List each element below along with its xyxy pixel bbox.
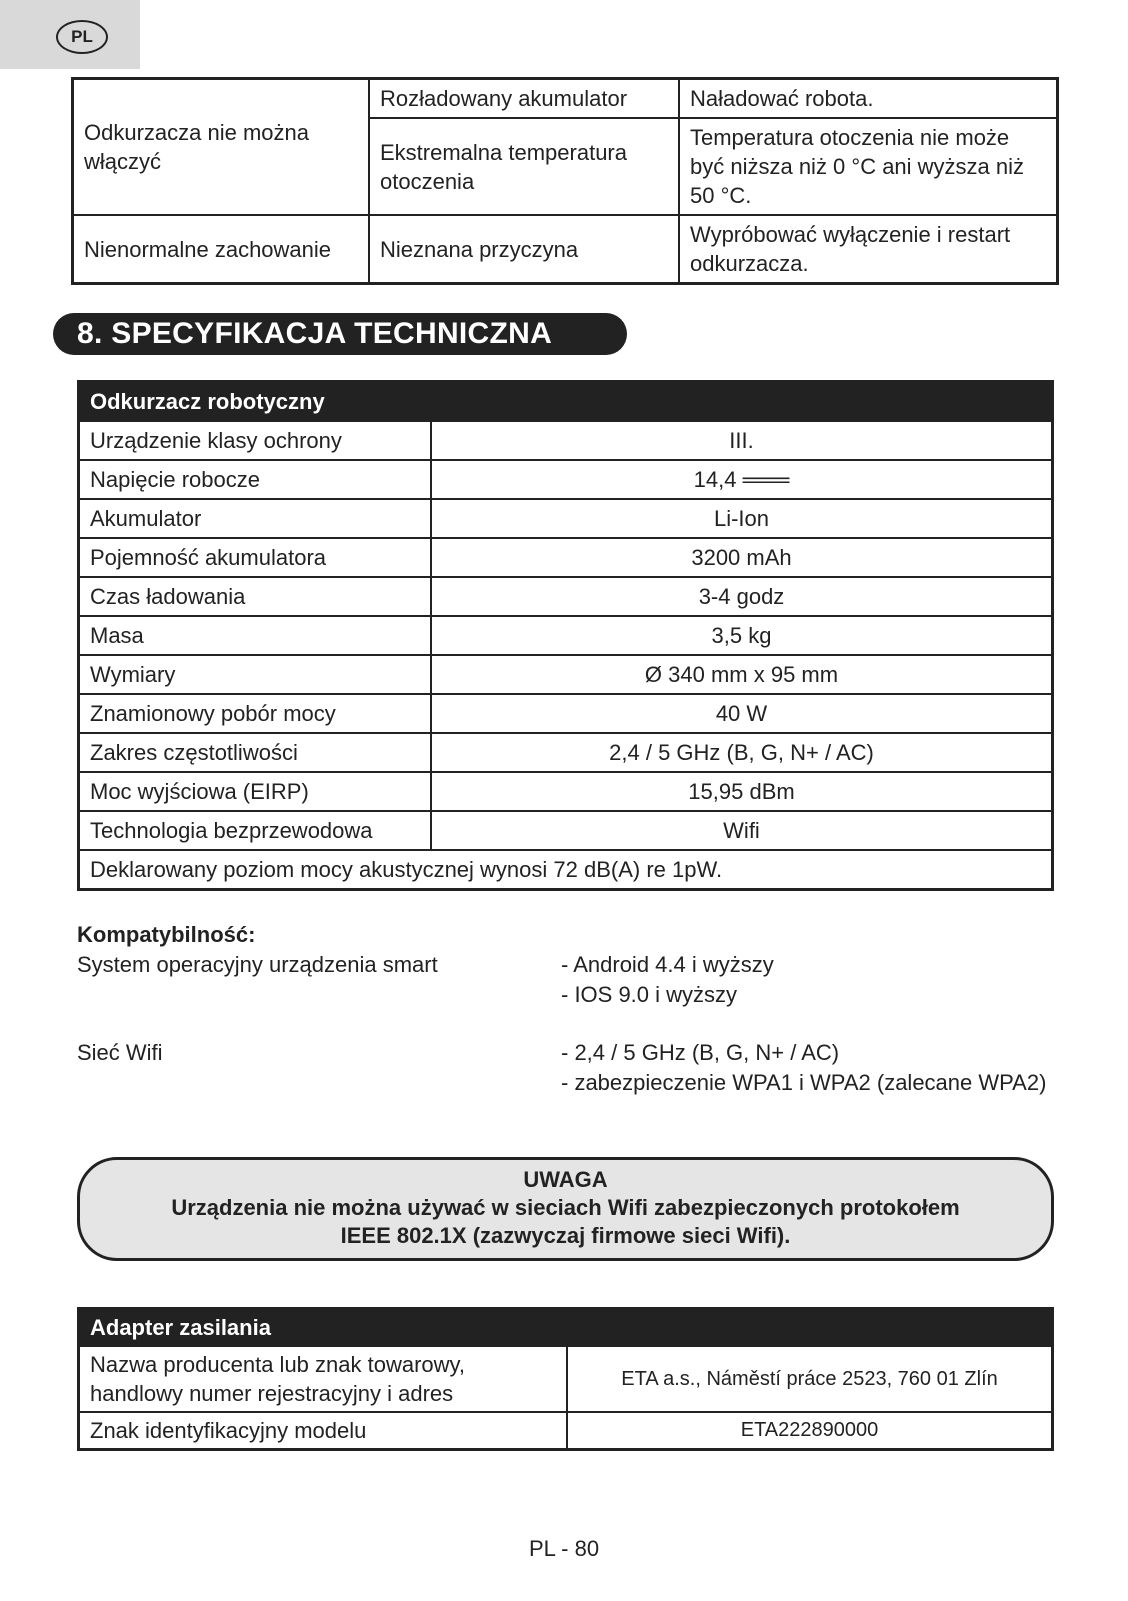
compatibility-title: Kompatybilność:: [77, 922, 256, 947]
spec-label: Czas ładowania: [79, 577, 432, 616]
spec-table: [77, 380, 1054, 891]
table-row: [79, 577, 1053, 616]
cause-cell: Nieznana przyczyna: [369, 215, 679, 284]
page-number: PL - 80: [528, 1536, 600, 1561]
table-row: [79, 460, 1053, 499]
spec-value: Wifi: [431, 811, 1053, 850]
compatibility-os: [77, 950, 1057, 1010]
compatibility-os-label: System operacyjny urządzenia smart: [77, 952, 438, 977]
adapter-value: ETA a.s., Náměstí práce 2523, 760 01 Zlín: [567, 1346, 1053, 1412]
cause-cell: Ekstremalna temperatura otoczenia: [369, 118, 679, 215]
language-badge: PL: [56, 20, 108, 54]
table-row: [79, 538, 1053, 577]
adapter-label: Znak identyfikacyjny modelu: [79, 1412, 568, 1450]
spec-label: Technologia bezprzewodowa: [79, 811, 432, 850]
spec-table-header: [79, 382, 1053, 422]
spec-value: Li-Ion: [431, 499, 1053, 538]
solution-cell: Temperatura otoczenia nie może być niższa niż 0 °C ani wyższa niż 50 °C.: [679, 118, 1058, 215]
list-item: - Android 4.4 i wyższy: [561, 952, 774, 977]
troubleshooting-table: [71, 77, 1059, 285]
warning-box: [77, 1157, 1054, 1261]
adapter-value: ETA222890000: [567, 1412, 1053, 1450]
spec-value: 2,4 / 5 GHz (B, G, N+ / AC): [431, 733, 1053, 772]
spec-label: Napięcie robocze: [79, 460, 432, 499]
spec-label: Masa: [79, 616, 432, 655]
language-tab: [0, 0, 140, 69]
spec-value: III.: [431, 421, 1053, 460]
spec-value: Ø 340 mm x 95 mm: [431, 655, 1053, 694]
spec-label: Wymiary: [79, 655, 432, 694]
problem-cell: Nienormalne zachowanie: [73, 215, 370, 284]
spec-value: 40 W: [431, 694, 1053, 733]
table-row: [79, 421, 1053, 460]
table-row: [79, 733, 1053, 772]
list-item: - IOS 9.0 i wyższy: [561, 982, 738, 1007]
adapter-table-title: Adapter zasilania: [79, 1309, 1053, 1347]
table-row: [79, 1412, 1053, 1450]
spec-table-title: Odkurzacz robotyczny: [79, 382, 1053, 422]
spec-value: 3,5 kg: [431, 616, 1053, 655]
spec-label: Moc wyjściowa (EIRP): [79, 772, 432, 811]
adapter-table: [77, 1307, 1054, 1451]
table-row: [79, 616, 1053, 655]
problem-cell: Odkurzacza nie można włączyć: [73, 79, 370, 216]
table-row: [79, 499, 1053, 538]
compatibility-wifi-label: Sieć Wifi: [77, 1040, 163, 1065]
spec-label: Urządzenie klasy ochrony: [79, 421, 432, 460]
spec-value: 3-4 godz: [431, 577, 1053, 616]
spec-value: 14,4 ═══: [431, 460, 1053, 499]
compatibility-section: [77, 920, 1057, 1098]
list-item: - 2,4 / 5 GHz (B, G, N+ / AC): [561, 1040, 840, 1065]
cause-cell: Rozładowany akumulator: [369, 79, 679, 119]
solution-cell: Wypróbować wyłączenie i restart odkurzacza.: [679, 215, 1058, 284]
spec-label: Zakres częstotliwości: [79, 733, 432, 772]
compatibility-wifi: [77, 1038, 1057, 1098]
table-row: [73, 79, 1058, 119]
table-row: [79, 811, 1053, 850]
table-row: [79, 1346, 1053, 1412]
table-row: [79, 850, 1053, 890]
spec-value: 15,95 dBm: [431, 772, 1053, 811]
table-row: [79, 694, 1053, 733]
section-heading: 8. SPECYFIKACJA TECHNICZNA: [53, 313, 627, 355]
warning-title: UWAGA: [523, 1167, 608, 1192]
adapter-label: Nazwa producenta lub znak towarowy, handlowy numer rejestracyjny i adres: [79, 1346, 568, 1412]
spec-label: Znamionowy pobór mocy: [79, 694, 432, 733]
warning-line: IEEE 802.1X (zazwyczaj firmowe sieci Wifi).: [340, 1223, 791, 1248]
table-row: [79, 655, 1053, 694]
adapter-table-header: [79, 1309, 1053, 1347]
spec-label: Akumulator: [79, 499, 432, 538]
table-row: [79, 772, 1053, 811]
spec-value: 3200 mAh: [431, 538, 1053, 577]
table-row: [73, 215, 1058, 284]
spec-label: Pojemność akumulatora: [79, 538, 432, 577]
compatibility-os-list: [561, 950, 1057, 1010]
spec-footer-note: Deklarowany poziom mocy akustycznej wynosi 72 dB(A) re 1pW.: [79, 850, 1053, 890]
compatibility-wifi-list: [561, 1038, 1057, 1098]
warning-line: Urządzenia nie można używać w sieciach Wifi zabezpieczonych protokołem: [171, 1195, 960, 1220]
solution-cell: Naładować robota.: [679, 79, 1058, 119]
list-item: - zabezpieczenie WPA1 i WPA2 (zalecane WPA2): [561, 1070, 1047, 1095]
